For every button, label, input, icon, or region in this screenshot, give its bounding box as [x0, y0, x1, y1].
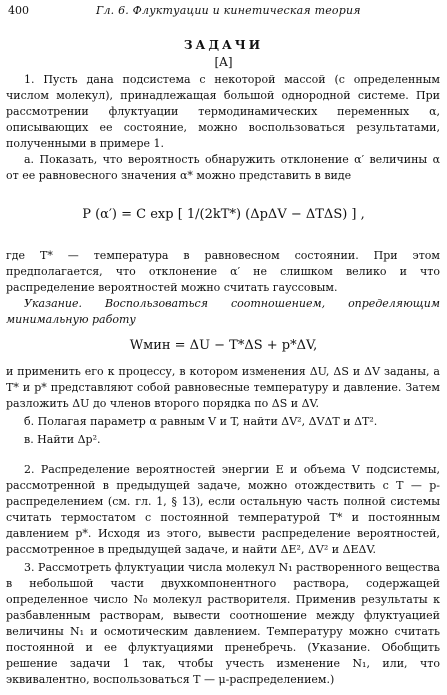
- section-subtitle: [A]: [214, 55, 233, 69]
- formula-probability: P (α′) = C exp [ 1/(2kT*) (ΔpΔV − ΔTΔS) ] ,: [82, 207, 365, 222]
- page-header: [8, 4, 437, 18]
- problem-1-part-b: б. Полагая параметр α равным V и T, найти ΔV², ΔVΔT и ΔT².: [24, 415, 378, 428]
- problem-1-part-c: в. Найти Δp².: [24, 433, 101, 446]
- problem-1-hint: Указание. Воспользоваться соотношением, определяющим минимальную работу: [6, 297, 440, 326]
- problem-1-after-hint: и применить его к процессу, в котором изменения ΔU, ΔS и ΔV заданы, а T* и p* представляют собой равновесные температуру и давление. Затем разложить ΔU до членов второго порядка по ΔS и ΔV.: [6, 365, 440, 410]
- problem-3: 3. Рассмотреть флуктуации числа молекул N₁ растворенного вещества в небольшой части двухкомпонентного раствора, содержащей определенное число N₀ молекул растворителя. Применив результаты к разбавленным растворам, вывести соотношение между флуктуацией величины N₁ и осмотическим давлением. Температуру можно считать постоянной и ее флуктуациями пренебречь. (Указание. Обобщить решение задачи 1 так, чтобы учесть изменение N₁, или, что эквивалентно, воспользоваться T — μ-распределением.): [6, 561, 440, 686]
- problem-1-intro: 1. Пусть дана подсистема с некоторой массой (с определенным числом молекул), принадлежащая большой однородной системе. При рассмотрении флуктуации термодинамических переменных α, описывающих ее состояние, можно воспользоваться результатами, полученными в примере 1.: [6, 73, 440, 150]
- problem-1-part-a: а. Показать, что вероятность обнаружить отклонение α′ величины α от ее равновесного значения α* можно представить в виде: [6, 153, 440, 182]
- problem-2: 2. Распределение вероятностей энергии E и объема V подсистемы, рассмотренной в предыдущей задаче, можно отождествить с T — p-распределением (см. гл. 1, § 13), если остальную часть полной системы считать термостатом с постоянной температурой T* и постоянным давлением p*. Исходя из этого, вывести распределение вероятностей, рассмотренное в предыдущей задаче, и найти ΔE², ΔV² и ΔEΔV.: [6, 463, 440, 556]
- problem-1-after-formula: где T* — температура в равновесном состоянии. При этом предполагается, что отклонение α′ не слишком велико и что распределение вероятностей можно считать гауссовым.: [6, 249, 440, 294]
- section-title: ЗАДАЧИ: [183, 38, 264, 52]
- formula-min-work: Wмин = ΔU − T*ΔS + p*ΔV,: [129, 338, 318, 353]
- page-number: 400: [8, 4, 29, 17]
- running-title: Гл. 6. Флуктуации и кинетическая теория: [96, 4, 361, 17]
